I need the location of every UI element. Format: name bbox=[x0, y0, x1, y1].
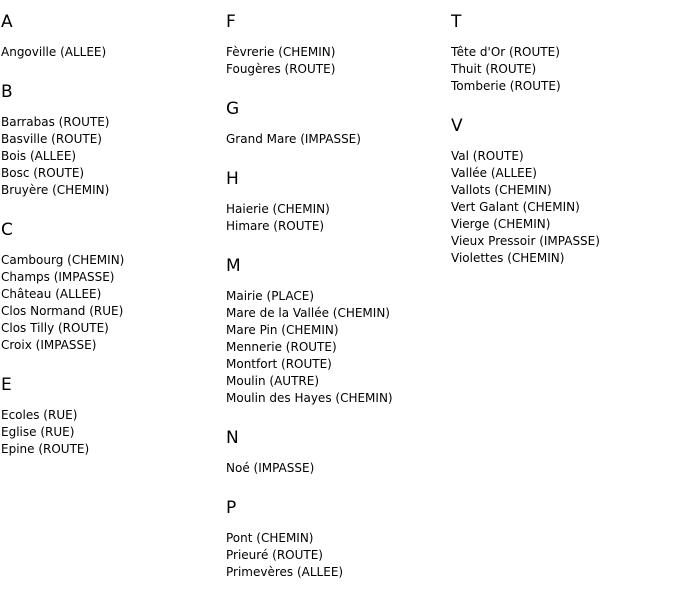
street-link[interactable]: Mairie (PLACE) bbox=[226, 289, 315, 303]
street-link[interactable]: Pont (CHEMIN) bbox=[226, 531, 314, 545]
street-list bbox=[226, 131, 446, 148]
letter-group bbox=[226, 428, 446, 477]
street-item bbox=[451, 165, 671, 182]
street-item bbox=[226, 547, 446, 564]
street-item bbox=[451, 216, 671, 233]
street-link[interactable]: Primevères (ALLEE) bbox=[226, 565, 344, 579]
letter-group bbox=[226, 256, 446, 407]
letter-group bbox=[1, 220, 221, 354]
street-link[interactable]: Ecoles (RUE) bbox=[1, 408, 78, 422]
street-link[interactable]: Fèvrerie (CHEMIN) bbox=[226, 45, 336, 59]
street-item bbox=[1, 131, 221, 148]
street-item bbox=[1, 148, 221, 165]
letter-group bbox=[226, 12, 446, 78]
street-link[interactable]: Thuit (ROUTE) bbox=[451, 62, 537, 76]
letter-heading: V bbox=[451, 116, 463, 136]
street-link[interactable]: Vallots (CHEMIN) bbox=[451, 183, 552, 197]
street-item bbox=[451, 61, 671, 78]
letter-heading: E bbox=[1, 375, 12, 395]
street-item bbox=[226, 61, 446, 78]
street-link[interactable]: Bosc (ROUTE) bbox=[1, 166, 85, 180]
street-list bbox=[226, 44, 446, 78]
street-list bbox=[451, 148, 671, 267]
letter-heading: T bbox=[451, 12, 462, 32]
street-link[interactable]: Clos Tilly (ROUTE) bbox=[1, 321, 109, 335]
street-link[interactable]: Prieuré (ROUTE) bbox=[226, 548, 323, 562]
street-link[interactable]: Haierie (CHEMIN) bbox=[226, 202, 330, 216]
street-item bbox=[1, 424, 221, 441]
street-item bbox=[226, 356, 446, 373]
street-link[interactable]: Vierge (CHEMIN) bbox=[451, 217, 551, 231]
letter-group bbox=[1, 82, 221, 199]
street-link[interactable]: Mennerie (ROUTE) bbox=[226, 340, 337, 354]
street-item bbox=[451, 233, 671, 250]
street-item bbox=[226, 44, 446, 61]
street-item bbox=[451, 199, 671, 216]
street-link[interactable]: Croix (IMPASSE) bbox=[1, 338, 97, 352]
street-link[interactable]: Vallée (ALLEE) bbox=[451, 166, 537, 180]
street-item bbox=[451, 182, 671, 199]
street-item bbox=[1, 182, 221, 199]
street-item bbox=[451, 78, 671, 95]
letter-group bbox=[226, 99, 446, 148]
letter-group bbox=[1, 375, 221, 458]
street-item bbox=[226, 373, 446, 390]
street-link[interactable]: Bois (ALLEE) bbox=[1, 149, 77, 163]
street-item bbox=[226, 201, 446, 218]
street-item bbox=[451, 148, 671, 165]
letter-heading: H bbox=[226, 169, 239, 189]
street-list bbox=[1, 252, 221, 354]
street-item bbox=[226, 305, 446, 322]
letter-heading: F bbox=[226, 12, 236, 32]
street-item bbox=[451, 250, 671, 267]
street-link[interactable]: Mare Pin (CHEMIN) bbox=[226, 323, 339, 337]
street-link[interactable]: Grand Mare (IMPASSE) bbox=[226, 132, 361, 146]
street-link[interactable]: Fougères (ROUTE) bbox=[226, 62, 336, 76]
street-link[interactable]: Moulin (AUTRE) bbox=[226, 374, 319, 388]
street-link[interactable]: Tomberie (ROUTE) bbox=[451, 79, 561, 93]
street-link[interactable]: Angoville (ALLEE) bbox=[1, 45, 107, 59]
letter-heading: P bbox=[226, 498, 237, 518]
street-item bbox=[1, 303, 221, 320]
street-link[interactable]: Violettes (CHEMIN) bbox=[451, 251, 565, 265]
street-item bbox=[451, 44, 671, 61]
street-link[interactable]: Château (ALLEE) bbox=[1, 287, 102, 301]
street-item bbox=[226, 288, 446, 305]
street-link[interactable]: Val (ROUTE) bbox=[451, 149, 524, 163]
letter-heading: N bbox=[226, 428, 239, 448]
street-item bbox=[1, 44, 221, 61]
street-item bbox=[1, 320, 221, 337]
street-link[interactable]: Moulin des Hayes (CHEMIN) bbox=[226, 391, 393, 405]
street-item bbox=[226, 131, 446, 148]
street-link[interactable]: Montfort (ROUTE) bbox=[226, 357, 332, 371]
street-item bbox=[226, 339, 446, 356]
street-item bbox=[1, 165, 221, 182]
street-item bbox=[1, 114, 221, 131]
street-link[interactable]: Himare (ROUTE) bbox=[226, 219, 325, 233]
index-column bbox=[226, 12, 446, 602]
street-link[interactable]: Basville (ROUTE) bbox=[1, 132, 102, 146]
street-item bbox=[226, 390, 446, 407]
letter-group bbox=[451, 116, 671, 267]
street-list bbox=[1, 44, 221, 61]
street-link[interactable]: Eglise (RUE) bbox=[1, 425, 75, 439]
street-list bbox=[226, 530, 446, 581]
street-link[interactable]: Vieux Pressoir (IMPASSE) bbox=[451, 234, 600, 248]
letter-heading: C bbox=[1, 220, 13, 240]
street-link[interactable]: Barrabas (ROUTE) bbox=[1, 115, 110, 129]
index-column bbox=[451, 12, 671, 288]
street-link[interactable]: Vert Galant (CHEMIN) bbox=[451, 200, 580, 214]
street-link[interactable]: Clos Normand (RUE) bbox=[1, 304, 124, 318]
letter-heading: A bbox=[1, 12, 13, 32]
street-item bbox=[1, 441, 221, 458]
street-link[interactable]: Mare de la Vallée (CHEMIN) bbox=[226, 306, 390, 320]
street-link[interactable]: Noé (IMPASSE) bbox=[226, 461, 315, 475]
street-list bbox=[451, 44, 671, 95]
street-list bbox=[226, 201, 446, 235]
street-link[interactable]: Epine (ROUTE) bbox=[1, 442, 90, 456]
street-item bbox=[226, 564, 446, 581]
letter-group bbox=[451, 12, 671, 95]
street-list bbox=[1, 114, 221, 199]
street-item bbox=[226, 530, 446, 547]
street-item bbox=[226, 218, 446, 235]
street-item bbox=[1, 337, 221, 354]
letter-heading: B bbox=[1, 82, 13, 102]
street-item bbox=[1, 407, 221, 424]
street-link[interactable]: Cambourg (CHEMIN) bbox=[1, 253, 125, 267]
letter-group bbox=[1, 12, 221, 61]
street-item bbox=[1, 269, 221, 286]
street-list bbox=[226, 288, 446, 407]
letter-group bbox=[226, 498, 446, 581]
street-list bbox=[1, 407, 221, 458]
street-link[interactable]: Bruyère (CHEMIN) bbox=[1, 183, 110, 197]
letter-group bbox=[226, 169, 446, 235]
street-item bbox=[1, 252, 221, 269]
letter-heading: M bbox=[226, 256, 241, 276]
street-link[interactable]: Champs (IMPASSE) bbox=[1, 270, 115, 284]
street-item bbox=[226, 322, 446, 339]
letter-heading: G bbox=[226, 99, 240, 119]
street-link[interactable]: Tête d'Or (ROUTE) bbox=[451, 45, 560, 59]
index-column bbox=[1, 12, 221, 479]
street-item bbox=[1, 286, 221, 303]
street-item bbox=[226, 460, 446, 477]
street-list bbox=[226, 460, 446, 477]
